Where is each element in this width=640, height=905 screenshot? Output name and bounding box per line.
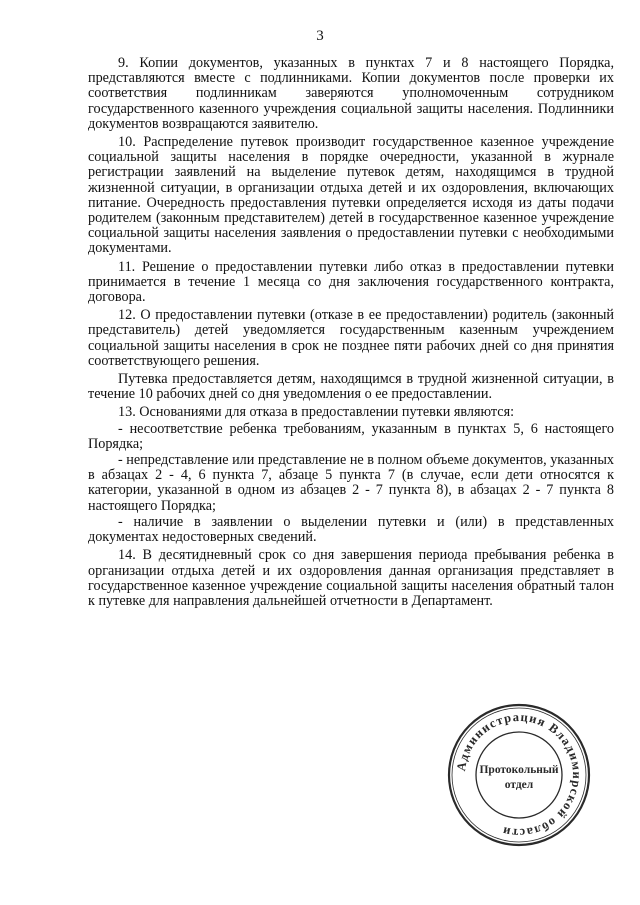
- stamp-center-line-1: Протокольный: [479, 764, 559, 776]
- stamp-seal: [444, 700, 594, 850]
- stamp-center-line-2: отдел: [504, 779, 534, 791]
- paragraph-12: 12. О предоставлении путевки (отказе в ее предоставлении) родитель (законный представитель) детей уведомляется государственным казенным учреждением социальной защиты населения в срок не позднее пяти рабочих дней со дня принятия соответствующего решения.: [88, 307, 614, 369]
- refusal-reason-2: - непредставление или представление не в полном объеме документов, указанных в абзацах 2 - 4, 6 пункта 7, абзаце 5 пункта 7 (в случае, если дети относятся к категории, указанной в одном из абзацев 2 - 7 пункта 8), в абзацах 2 - 7 пункта 8 настоящего Порядка;: [88, 452, 614, 514]
- document-body: [88, 56, 614, 612]
- stamp-ring-text: Администрация Владимирской области: [453, 709, 585, 841]
- paragraph-10: 10. Распределение путевок производит государственное казенное учреждение социальной защиты населения в порядке очередности, указанной в журнале регистрации заявлений на выделение путевок детям, находящимся в трудной жизненной ситуации, в организации отдыха детей и их оздоровления, включающих питание. Очередность предоставления путевки определяется исходя из даты подачи родителем (законным представителем) детей в государственное казенное учреждение социальной защиты населения заявления о предоставлении путевки с необходимыми документами.: [88, 134, 614, 257]
- stamp-seal-graphic: [444, 700, 594, 850]
- page-number: 3: [316, 28, 324, 44]
- refusal-reason-3: - наличие в заявлении о выделении путевки и (или) в представленных документах недостоверных сведений.: [88, 513, 614, 546]
- paragraph-14: 14. В десятидневный срок со дня завершения периода пребывания ребенка в организации отдыха детей и их оздоровления данная организация представляет в государственное казенное учреждение социальной защиты населения обратный талон к путевке для направления дальнейшей отчетности в Департамент.: [88, 547, 614, 609]
- refusal-reason-1: - несоответствие ребенка требованиям, указанным в пунктах 5, 6 настоящего Порядка;: [88, 420, 614, 452]
- paragraph-13: 13. Основаниями для отказа в предоставлении путевки являются:: [118, 404, 515, 421]
- paragraph-9: 9. Копии документов, указанных в пунктах 7 и 8 настоящего Порядка, представляются вместе с подлинниками. Копии документов после проверки их соответствия подлинникам заверяются уполномоченным сотрудником государственного казенного учреждения социальной защиты населения. Подлинники документов возвращаются заявителю.: [88, 55, 614, 132]
- paragraph-11: 11. Решение о предоставлении путевки либо отказ в предоставлении путевки принимается в течение 1 месяца со дня заключения государственного контракта, договора.: [88, 258, 614, 306]
- paragraph-12-note: Путевка предоставляется детям, находящимся в трудной жизненной ситуации, в течение 10 рабочих дней со дня уведомления о ее предоставлении.: [88, 371, 614, 403]
